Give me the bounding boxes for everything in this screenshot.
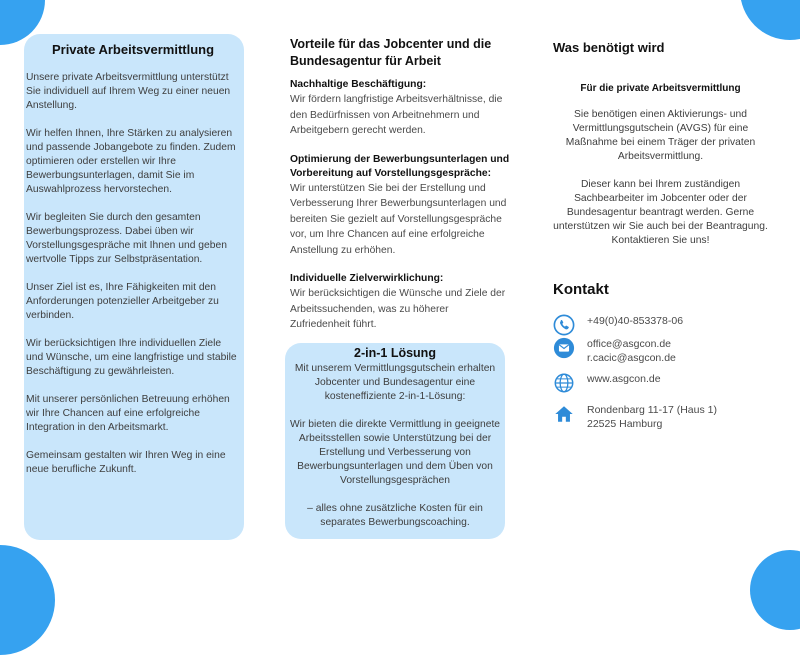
benefit-heading: Individuelle Zielverwirklichung: [290, 273, 444, 284]
contact-phone[interactable]: +49(0)40-853378-06 [587, 315, 684, 327]
benefit-text: Wir unterstützen Sie bei der Erstellung und Verbesserung Ihrer Bewerbungsunterlagen und bereiten Sie gezielt auf Vorstellungsgespräche vor, um Ihre Chancen auf eine erfolgreiche Anstellung zu erhöhen. [290, 182, 507, 256]
requirements-paragraph: Sie benötigen einen Aktivierungs- und Vermittlungsgutschein (AVGS) für eine Maßnahme bei einem Träger der privaten Arbeitsvermittlung. [565, 109, 756, 162]
solution-title: 2-in-1 Lösung [354, 346, 436, 360]
contact-phone-row [553, 314, 683, 336]
contact-website[interactable]: www.asgcon.de [587, 373, 661, 385]
benefit-heading: Optimierung der Bewerbungsunterlagen und Vorbereitung auf Vorstellungsgespräche: [290, 153, 510, 179]
benefit-text: Wir fördern langfristige Arbeitsverhältnisse, die den Bedürfnissen von Arbeitnehmern und Arbeitgebern gerecht werden. [290, 94, 503, 136]
solution-paragraph: Mit unserem Vermittlungsgutschein erhalten Jobcenter und Bundesagentur eine kosteneffiziente 2-in-1-Lösung: [294, 363, 496, 402]
contact-email-row [553, 337, 676, 365]
mail-icon [553, 337, 575, 359]
requirements-column [553, 40, 768, 262]
benefits-column [290, 36, 510, 347]
panel-paragraph: Unser Ziel ist es, Ihre Fähigkeiten mit den Anforderungen potenzieller Arbeitgeber zu verbinden. [26, 282, 219, 321]
corner-circle-bottom-left [0, 545, 55, 655]
benefit-text: Wir berücksichtigen die Wünsche und Ziele der Arbeitssuchenden, was zu höherer Zufriedenheit führt. [290, 288, 506, 330]
panel-paragraph: Wir begleiten Sie durch den gesamten Bewerbungsprozess. Dabei üben wir Vorstellungsgespräche mit Ihnen und geben wertvolle Tipps zur Selbstpräsentation. [26, 212, 227, 265]
corner-circle-bottom-right [750, 550, 800, 630]
contact-address-row [553, 403, 717, 431]
two-in-one-box [285, 343, 505, 539]
corner-circle-top-right [740, 0, 800, 40]
panel-paragraph: Mit unserer persönlichen Betreuung erhöhen wir Ihre Chancen auf eine erfolgreiche Integration in den Arbeitsmarkt. [26, 394, 230, 433]
contact-email-personal[interactable]: r.cacic@asgcon.de [587, 352, 676, 364]
phone-icon [553, 314, 575, 336]
contact-address-city: 22525 Hamburg [587, 418, 663, 430]
requirements-paragraph: Dieser kann bei Ihrem zuständigen Sachbearbeiter im Jobcenter oder der Bundesagentur beantragt werden. Gerne unterstützen wir Sie auch bei der Beantragung. Kontaktieren Sie uns! [553, 179, 768, 246]
panel-paragraph: Wir berücksichtigen Ihre individuellen Ziele und Wünsche, um eine langfristige und stabile Beschäftigung zu gewährleisten. [26, 338, 237, 377]
contact-title: Kontakt [553, 281, 609, 298]
panel-paragraph: Unsere private Arbeitsvermittlung unterstützt Sie individuell auf Ihrem Weg zu einer neuen Anstellung. [26, 72, 231, 111]
benefits-title: Vorteile für das Jobcenter und die Bundesagentur für Arbeit [290, 37, 492, 68]
contact-address-street: Rondenbarg 11-17 (Haus 1) [587, 404, 717, 416]
private-placement-panel [24, 34, 244, 540]
panel-paragraph: Wir helfen Ihnen, Ihre Stärken zu analysieren und passende Jobangebote zu finden. Zudem optimieren oder erstellen wir Ihre Bewerbungsunterlagen, damit Sie im Auswahlprozess hervorstechen. [26, 128, 236, 195]
globe-icon [553, 372, 575, 394]
requirements-subtitle: Für die private Arbeitsvermittlung [580, 83, 741, 94]
panel-paragraph: Gemeinsam gestalten wir Ihren Weg in eine neue berufliche Zukunft. [26, 450, 226, 475]
contact-web-row [553, 372, 661, 394]
panel-title: Private Arbeitsvermittlung [51, 42, 215, 57]
home-icon [553, 403, 575, 425]
solution-paragraph: Wir bieten die direkte Vermittlung in geeignete Arbeitsstellen sowie Unterstützung bei der Erstellung und Verbesserung von Bewerbungsunterlagen und dem Üben von Vorstellungsgesprächen [289, 419, 501, 486]
contact-email-office[interactable]: office@asgcon.de [587, 338, 672, 350]
solution-paragraph: – alles ohne zusätzliche Kosten für ein separates Bewerbungscoaching. [307, 503, 483, 528]
benefit-heading: Nachhaltige Beschäftigung: [290, 79, 427, 90]
requirements-title: Was benötigt wird [553, 40, 665, 55]
